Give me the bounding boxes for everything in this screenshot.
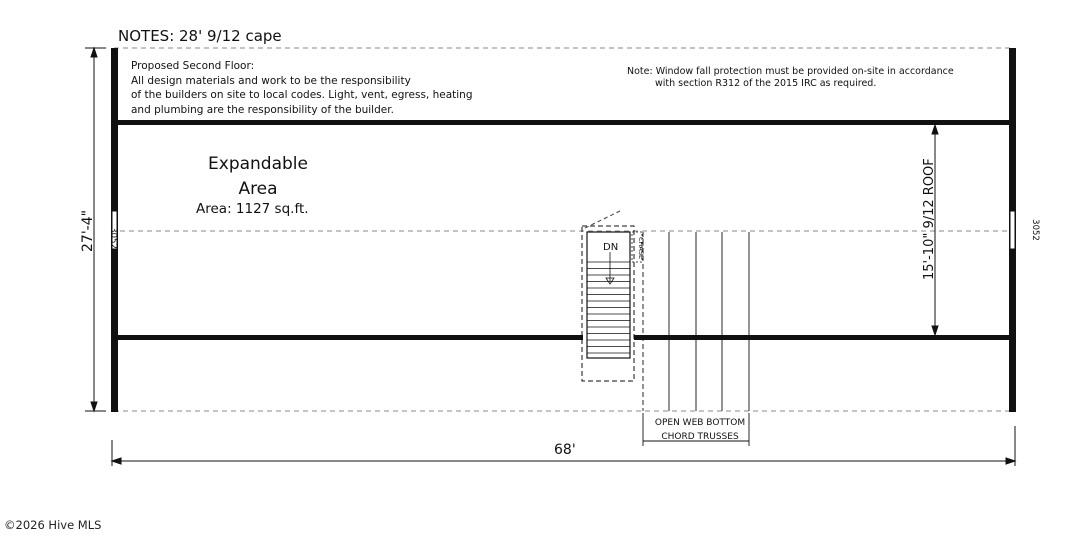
width-arrow-left — [112, 458, 121, 464]
room-name-line-2: Area — [238, 179, 278, 199]
width-dimension-label: 68' — [554, 442, 576, 458]
window-fall-note — [627, 66, 954, 90]
roof-arrow-top — [932, 125, 938, 134]
bottom-knee-wall-right — [634, 335, 1009, 340]
left-window-label: 3052 — [108, 227, 118, 249]
notes-line-3: of the builders on site to local codes. Light, vent, egress, heating — [131, 89, 473, 101]
notes-line-2: All design materials and work to be the responsibility — [131, 74, 411, 87]
door-swing — [585, 210, 622, 228]
right-window-label: 3052 — [1030, 219, 1040, 241]
roof-dimension-label: 15'-10" 9/12 ROOF — [922, 158, 937, 280]
right-window — [1010, 211, 1015, 249]
bottom-knee-wall-left — [118, 335, 583, 340]
roof-arrow-bottom — [932, 326, 938, 335]
notes-line-1: Proposed Second Floor: — [131, 60, 255, 72]
room-name — [203, 152, 313, 202]
stair-treads — [587, 262, 630, 353]
width-arrow-right — [1006, 458, 1015, 464]
notes-body — [131, 59, 473, 117]
copyright: ©2026 Hive MLS — [4, 518, 102, 532]
notes-line-4: and plumbing are the responsibility of the builder. — [131, 103, 394, 116]
room-name-line-1: Expandable — [208, 154, 308, 174]
window-note-line-1: Note: Window fall protection must be provided on-site in accordance — [627, 66, 954, 77]
window-note-line-2: with section R312 of the 2015 IRC as required. — [655, 78, 877, 89]
depth-arrow-top — [91, 48, 97, 57]
room-area: Area: 1127 sq.ft. — [196, 201, 309, 217]
stair-down-label: DN — [603, 242, 619, 253]
truss-note-line-1: OPEN WEB BOTTOM — [654, 418, 746, 428]
truss-lines — [643, 232, 749, 411]
notes-title: NOTES: 28' 9/12 cape — [118, 27, 282, 45]
truss-note-line-2: CHORD TRUSSES — [661, 432, 739, 442]
depth-arrow-bottom — [91, 402, 97, 411]
depth-dimension-label: 27'-4" — [80, 209, 96, 252]
stair-opening — [582, 210, 642, 381]
truss-note — [646, 416, 754, 444]
chase-label: CHASE — [637, 236, 645, 260]
top-knee-wall — [118, 120, 1009, 125]
